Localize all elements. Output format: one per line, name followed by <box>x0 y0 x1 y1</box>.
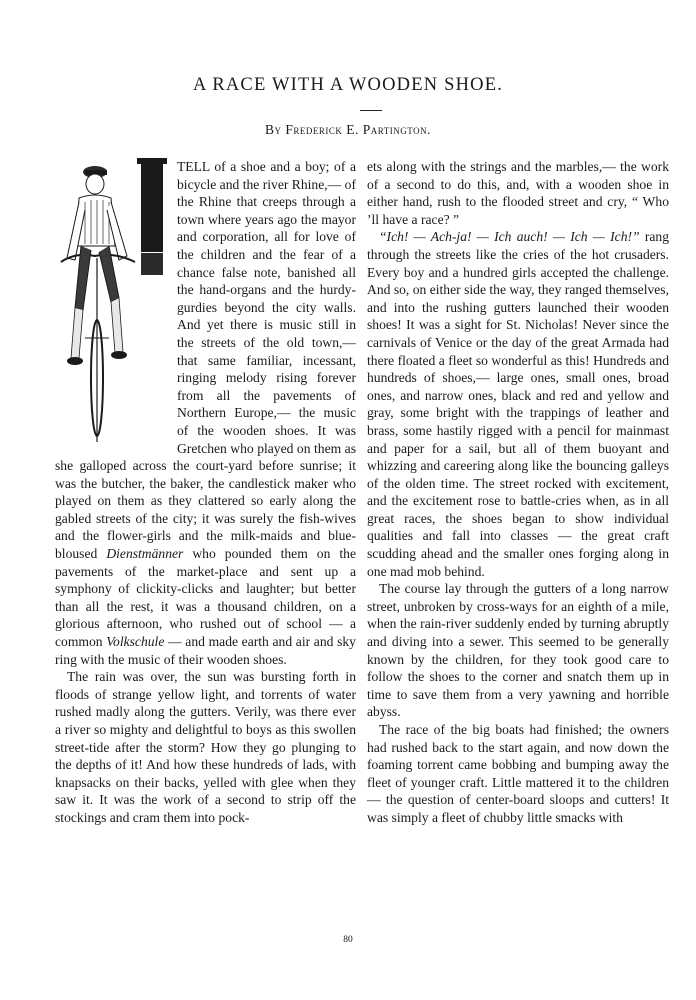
paragraph-1-text-c: — and made earth and air and sky ring with the music of their wooden shoes. <box>55 634 356 667</box>
article-title: A RACE WITH A WOODEN SHOE. <box>192 75 504 95</box>
paragraph-2-continued: ets along with the strings and the marbles,— the work of a second to do this, and, with a wooden shoe in either hand, rush to the flooded street and cry, “ Who ’ll have a race? ” <box>367 159 669 227</box>
paragraph-1-italic-a: Dienstmänner <box>106 546 184 562</box>
page-number: 80 <box>343 935 353 945</box>
paragraph-3-text: rang through the streets like the cries of the hot crusaders. Every boy and a hundred girls accepted the challenge. And so, on either side the way, they ranged themselves, and into the rushing gutters launched their wooden shoes! It was a sight for St. Nicholas! Never since the carnivals of Venice or the day of the great Armada had there floated a fleet so wonderful as this! Hundreds and hundreds of shoes,— large ones, small ones, broad ones, and narrow ones, black and red and yellow and gray, some bright with the trappings of leather and brass, some hastily rigged with a pencil for mainmast and paper for a sail, but all of them buoyant and whizzing and careering along like the bouncing galleys of the olden time. The street rocked with excitement, and the excitement rose to battle-cries when, as in all great races, the shoes began to show individual qualities and fall into classes — the great craft scudding ahead and the smaller ones forging along in one mad mob behind. <box>367 229 669 579</box>
byline: By Frederick E. Partington. <box>265 122 431 137</box>
left-column <box>55 158 356 827</box>
title-divider <box>360 110 382 111</box>
paragraph-3-italic: “Ich! — Ach-ja! — Ich auch! — Ich — Ich!” <box>379 229 640 245</box>
paragraph-4: The course lay through the gutters of a long narrow street, unbroken by cross-ways for an eighth of a mile, when the rain-river suddenly ended by turning abruptly and diving into a sewer. This seemed to be generally known by the children, for they took good care to follow the shoes to the corner and snatch them up in time to save them from a very yawning and horrible abyss. <box>367 581 669 720</box>
paragraph-1 <box>55 158 356 668</box>
paragraph-1-text-a: TELL of a shoe and a boy; of a bicycle and the river Rhine,— of the Rhine that creeps through a town where years ago the mayor and corporation, all for love of the children and the fear of a chance false note, banished all the hand-organs and the hurdy-gurdies beyond the city walls. And yet there is music still in the streets of the old town,— that same familiar, incessant, ringing melody rising forever from all the pavements of Northern Europe,— the music of the wooden shoes. It was Gretchen who played on them as she galloped across the court-yard before sunrise; it was the butcher, the baker, the candlestick maker who played on them as they clattered so early along the gabled streets of the city; it was surely the fish-wives and the flower-girls and the milk-maids and blue-bloused <box>55 159 356 562</box>
paragraph-1-text-b: who pounded them on the pavements of the market-place and sent up a symphony of clickity-clicks and laughter; but better than all the rest, it was a thousand children, on a glorious afternoon, who rushed out of school — a common <box>55 546 357 650</box>
paragraph-5: The race of the big boats had finished; the owners had rushed back to the start again, and now down the foaming torrent came bobbing and bumping away the fleet of younger craft. Little mattered it to the children — the question of center-board sloops and cutters! It was simply a fleet of chubby little smacks with <box>367 722 669 825</box>
paragraph-3 <box>367 228 669 580</box>
paragraph-2: The rain was over, the sun was bursting forth in floods of strange yellow light, and torrents of water rushed madly along the gutters. Verily, was there ever a river so mighty and delightful to boys as this swollen street-tide after the storm? How they go plunging to the depths of it! And how these hundreds of lads, with knapsacks on their backs, yelled with glee when they saw it. It was the work of a second to strip off the stockings and cram them into pock- <box>55 669 356 825</box>
boy-on-bicycle-illustration <box>55 158 171 443</box>
paragraph-1-italic-b: Volkschule <box>106 634 165 650</box>
drop-cap-illustration <box>55 158 171 443</box>
right-column <box>367 158 669 827</box>
